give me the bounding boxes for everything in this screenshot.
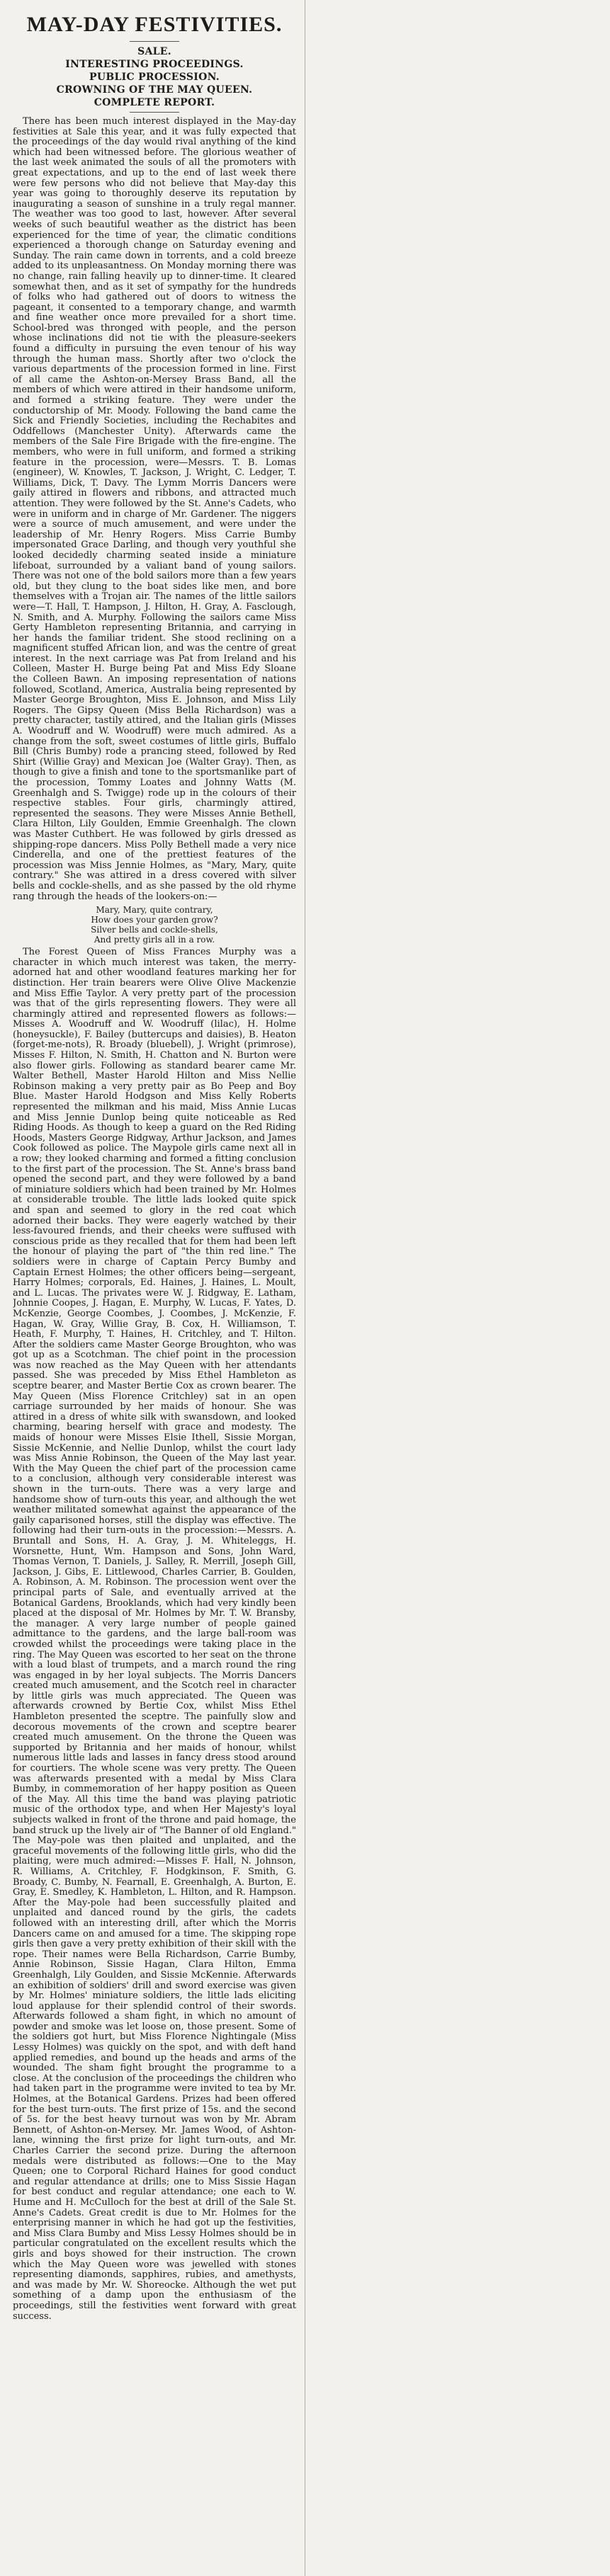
article-paragraph: There has been much interest displayed in the May-day festivities at Sale this year, and it was fully expected that the proceedings of the day would rival anything of the kind which had been witnessed before. The glorious weather of the last week animated the souls of all the promoters with great expectations, and up to the end of last week there were few persons who did not believe that May-day this year was going to thoroughly deserve its reputation by inaugurating a season of sunshine in a truly regal manner. The weather was too good to last, however. After several weeks of such beautiful weather as the district has been experienced for the time of year, the climatic conditions experienced a thorough change on Saturday evening and Sunday. The rain came down in torrents, and a cold breeze added to its unpleasantness. On Monday morning there was no change, rain falling heavily up to dinner-time. It cleared somewhat then, and as it set of sympathy for the hundreds of folks who had gathered out of doors to witness the pageant, it consented to a temporary change, and warmth and fine weather once more prevailed for a short time. School-bred was thronged with people, and the person whose inclinations did not tie with the pleasure-seekers found a difficulty in pursuing the even tenour of his way through the human mass. Shortly after two o'clock the various departments of the procession formed in line. First of all came the Ashton-on-Mersey Brass Band, all the members of which were attired in their handsome uniform, and formed a striking feature. They were under the conductorship of Mr. Moody. Following the band came the Sick and Friendly Societies, including the Rechabites and Oddfellows (Manchester Unity). Afterwards came the members of the Sale Fire Brigade with the fire-engine. The members, who were in full uniform, and formed a striking feature in the procession, were—Messrs. T. B. Lomas (engineer), W. Knowles, T. Jackson, J. Wright, C. Ledger, T. Williams, Dick, T. Davy. The Lymm Morris Dancers were gaily attired in flowers and ribbons, and attracted much attention. They were followed by the St. Anne's Cadets, who were in uniform and in charge of Mr. Gardener. The niggers were a source of much amusement, and were under the leadership of Mr. Henry Rogers. Miss Carrie Bumby impersonated Grace Darling, and though very youthful she looked decidedly charming seated inside a miniature lifeboat, surrounded by a valiant band of young sailors. There was not one of the bold sailors more than a few years old, but they clung to the boat sides like men, and bore themselves with a Trojan air. The names of the little sailors were—T. Hall, T. Hampson, J. Hilton, H. Gray, A. Fasclough, N. Smith, and A. Murphy. Following the sailors came Miss Gerty Hambleton representing Britannia, and carrying in her hands the familiar trident. She stood reclining on a magnificent stuffed African lion, and was the centre of great interest. In the next carriage was Pat from Ireland and his Colleen, Master H. Burge being Pat and Miss Edy Sloane the Colleen Bawn. An imposing representation of nations followed, Scotland, America, Australia being represented by Master George Broughton, Miss E. Johnson, and Miss Lily Rogers. The Gipsy Queen (Miss Bella Richardson) was a pretty character, tastily attired, and the Italian girls (Misses A. Woodruff and W. Woodruff) were much admired. As a change from the soft, sweet costumes of little girls, Buffalo Bill (Chris Bumby) rode a prancing steed, followed by Red Shirt (Willie Gray) and Mexican Joe (Walter Gray). Then, as though to give a finish and tone to the sportsmanlike part of the procession, Tommy Loates and Johnny Watts (M. Greenhalgh and S. Twigge) rode up in the colours of their respective stables. Four girls, charmingly attired, represented the seasons. They were Misses Annie Bethell, Clara Hilton, Lily Goulden, Emmie Greenhalgh. The clown was Master Cuthbert. He was followed by girls dressed as shipping-rope dancers. Miss Polly Bethell made a very nice Cinderella, and one of the prettiest features of the procession was Miss Jennie Holmes, as "Mary, Mary, quite contrary." She was attired in a dress covered with silver bells and cockle-shells, and as she passed by the old rhyme rang through the heads of the lookers-on:— — [13, 116, 296, 902]
article-body-part-1 — [13, 117, 296, 902]
article-column-left — [13, 13, 296, 2562]
headline-rule — [130, 41, 179, 42]
verse-line: And pretty girls all in a row. — [94, 935, 215, 945]
verse-line: How does your garden grow? — [91, 915, 218, 925]
subhead-proceedings: INTERESTING PROCEEDINGS. — [65, 59, 244, 70]
subhead-crowning: CROWNING OF THE MAY QUEEN. — [56, 84, 253, 96]
subhead-report: COMPLETE REPORT. — [94, 97, 215, 108]
article-headline: MAY-DAY FESTIVITIES. — [26, 13, 283, 36]
subhead-procession: PUBLIC PROCESSION. — [89, 72, 220, 83]
verse-line: Silver bells and cockle-shells, — [91, 925, 218, 935]
subhead-sale: SALE. — [137, 46, 171, 57]
subhead-rule — [130, 112, 179, 113]
article-body-part-2 — [13, 947, 296, 2322]
nursery-rhyme-verse — [13, 905, 296, 945]
verse-line: Mary, Mary, quite contrary, — [96, 905, 213, 916]
article-column-right — [316, 13, 599, 749]
article-paragraph: The Forest Queen of Miss Frances Murphy was a character in which much interest was taken, the merry-adorned hat and other woodland features marking her for distinction. Her train bearers were Olive Olive Mackenzie and Miss Effie Taylor. A very pretty part of the procession was that of the girls representing flowers. They were all charmingly attired and represented flowers as follows:—Misses A. Woodruff and W. Woodruff (lilac), H. Holme (honeysuckle), F. Bailey (buttercups and daisies), B. Heaton (forget-me-nots), R. Broady (bluebell), J. Wright (primrose), Misses F. Hilton, N. Smith, H. Chatton and N. Burton were also flower girls. Following as standard bearer came Mr. Walter Bethell, Master Harold Hilton and Miss Nellie Robinson making a very pretty pair as Bo Peep and Boy Blue. Master Harold Hodgson and Miss Kelly Roberts represented the milkman and his maid, Miss Annie Lucas and Miss Jennie Dunlop being quite noticeable as Red Riding Hoods. As though to keep a guard on the Red Riding Hoods, Masters George Ridgway, Arthur Jackson, and James Cook followed as police. The Maypole girls came next all in a row; they looked charming and formed a fitting conclusion to the first part of the procession. The St. Anne's brass band opened the second part, and they were followed by a band of miniature soldiers which had been trained by Mr. Holmes at considerable trouble. The little lads looked quite spick and span and seemed to glory in the red coat which adorned their backs. They were eagerly watched by their less-favoured friends, and their cheeks were suffused with conscious pride as they recalled that for them had been left the honour of playing the part of "the thin red line." The soldiers were in charge of Captain Percy Bumby and Captain Ernest Holmes; the other officers being—sergeant, Harry Holmes; corporals, Ed. Haines, J. Haines, L. Moult, and L. Lucas. The privates were W. J. Ridgway, E. Latham, Johnnie Coopes, J. Hagan, E. Murphy, W. Lucas, F. Yates, D. McKenzie, George Coombes, J. Coombes, J. McKenzie, F. Hagan, W. Gray, Willie Gray, B. Cox, H. Williamson, T. Heath, F. Murphy, T. Haines, H. Critchley, and T. Hilton. After the soldiers came Master George Broughton, who was got up as a Scotchman. The chief point in the procession was now reached as the May Queen with her attendants passed. She was preceded by Miss Ethel Hambleton as sceptre bearer, and Master Bertie Cox as crown bearer. The May Queen (Miss Florence Critchley) sat in an open carriage surrounded by her maids of honour. She was attired in a dress of white silk with swansdown, and looked charming, bearing herself with grace and modesty. The maids of honour were Misses Elsie Ithell, Sissie Morgan, Sissie McKennie, and Nellie Dunlop, whilst the court lady was Miss Annie Robinson, the Queen of the May last year. With the May Queen the chief part of the procession came to a conclusion, although very considerable interest was shown in the turn-outs. There was a very large and handsome show of turn-outs this year, and although the wet weather militated somewhat against the appearance of the gaily caparisoned horses, still the display was effective. The following had their turn-outs in the procession:—Messrs. A. Bruntall and Sons, H. A. Gray, J. M. Whiteleggs, H. Worsnette, Hunt, Wm. Hampson and Sons, John Ward, Thomas Vernon, T. Daniels, J. Salley, R. Merrill, Joseph Gill, Jackson, J. Gibs, E. Littlewood, Charles Carrier, B. Goulden, A. Robinson, A. M. Robinson. The procession went over the principal parts of Sale, and eventually arrived at the Botanical Gardens, Brooklands, which had very kindly been placed at the disposal of Mr. Holmes by Mr. T. W. Bransby, the manager. A very large number of people gained admittance to the gardens, and the large ball-room was crowded whilst the proceedings were taking place in the ring. The May Queen was escorted to her seat on the throne with a loud blast of trumpets, and a march round the ring was engaged in by her loyal subjects. The Morris Dancers created much amusement, and the Scotch reel in character by little girls was much appreciated. The Queen was afterwards crowned by Bertie Cox, whilst Miss Ethel Hambleton presented the sceptre. The painfully slow and decorous movements of the crown and sceptre bearer created much amusement. On the throne the Queen was supported by Britannia and her maids of honour, whilst numerous little lads and lasses in fancy dress stood around for courtiers. The whole scene was very pretty. The Queen was afterwards presented with a medal by Miss Clara Bumby, in commemoration of her happy position as Queen of the May. All this time the band was playing patriotic music of the orthodox type, and when Her Majesty's loyal subjects walked in front of the throne and paid homage, the band struck up the lively air of "The Banner of old England." The May-pole was then plaited and unplaited, and the graceful movements of the following little girls, who did the plaiting, were much admired:—Misses F. Hall, N. Johnson, R. Williams, A. Critchley, F. Hodgkinson, F. Smith, G. Broady, C. Bumby, N. Fearnall, E. Greenhalgh, A. Burton, E. Gray, E. Smedley, K. Hambleton, L. Hilton, and R. Hampson. After the May-pole had been successfully plaited and unplaited and danced round by the girls, the cadets followed with an interesting drill, after which the Morris Dancers came on and amused for a time. The skipping rope girls then gave a very pretty exhibition of their skill with the rope. Their names were Bella Richardson, Carrie Bumby, Annie Robinson, Sissie Hagan, Clara Hilton, Emma Greenhalgh, Lily Goulden, and Sissie McKennie. Afterwards an exhibition of soldiers' drill and sword exercise was given by Mr. Holmes' miniature soldiers, the little lads eliciting loud applause for their splendid control of their swords. Afterwards followed a sham fight, in which no amount of powder and smoke was let loose on, those present. Some of the soldiers got hurt, but Miss Florence Nightingale (Miss Lessy Holmes) was quickly on the spot, and with deft hand applied remedies, and bound up the heads and arms of the wounded. The sham fight brought the programme to a close. At the conclusion of the proceedings the children who had taken part in the programme were invited to tea by Mr. Holmes, at the Botanical Gardens. Prizes had been offered for the best turn-outs. The first prize of 15s. and the second of 5s. for the best heavy turnout was won by Mr. Abram Bennett, of Ashton-on-Mersey. Mr. James Wood, of Ashton-lane, winning the first prize for light turn-outs, and Mr. Charles Carrier the second prize. During the afternoon medals were distributed as follows:—One to the May Queen; one to Corporal Richard Haines for good conduct and regular attendance at drills; one to Miss Sissie Hagan for best conduct and regular attendance; one each to W. Hume and H. McCulloch for the best at drill of the Sale St. Anne's Cadets. Great credit is due to Mr. Holmes for the enterprising manner in which he had got up the festivities, and Miss Clara Bumby and Miss Lessy Holmes should be in particular congratulated on the excellent results which the girls and boys showed for their instruction. The crown which the May Queen wore was jewelled with stones representing diamonds, sapphires, rubies, and amethysts, and was made by Mr. W. Shoreocke. Although the wet put something of a damp upon the enthusiasm of the proceedings, still the festivities went forward with great success. — [13, 947, 296, 2322]
